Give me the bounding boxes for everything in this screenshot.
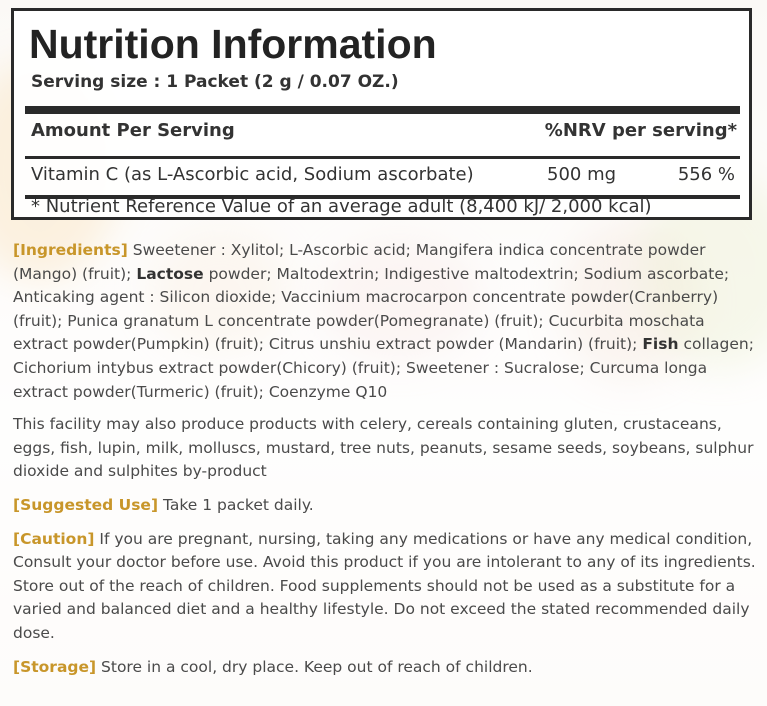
nutrient-amount: 500 mg <box>547 164 617 185</box>
ingredients-text-2: powder; Maltodextrin; Indigestive maltodextrin; Sodium ascorbate; Anticaking agent : Silicon dioxide; Vaccinium macrocarpon concentrate powder(Cranberry) (fruit); Punica granatum L concentrate powder(Pomegranate) (fruit); Cucurbita moschata extract powder(Pumpkin) (fruit); Citrus unshiu extract powder (Mandarin) (fruit); <box>13 264 730 354</box>
caution-text: If you are pregnant, nursing, taking any medications or have any medical condition, Consult your doctor before use. Avoid this product if you are intolerant to any of its ingredients. Store out of the reach of children. Food supplements should not be used as a substitute for a varied and balanced diet and a healthy lifestyle. Do not exceed the stated recommended daily dose. <box>13 529 756 642</box>
nutrient-name: Vitamin C (as L-Ascorbic acid, Sodium ascorbate) <box>31 164 474 185</box>
ingredients-section <box>13 239 758 404</box>
suggested-use-text: Take 1 packet daily. <box>158 495 314 514</box>
divider <box>25 156 740 159</box>
suggested-use-label: [Suggested Use] <box>13 495 159 514</box>
ingredients-text-1: Sweetener : Xylitol; L-Ascorbic acid; Mangifera indica concentrate powder (Mango) (fruit); <box>13 241 706 283</box>
divider-thick <box>25 106 740 114</box>
ingredients-text-3: collagen; Cichorium intybus extract powder(Chicory) (fruit); Sweetener : Sucralose; Curcuma longa extract powder(Turmeric) (fruit); Coenzyme Q10 <box>13 335 754 401</box>
storage-text: Store in a cool, dry place. Keep out of reach of children. <box>96 657 533 676</box>
ingredients-label: [Ingredients] <box>13 241 128 259</box>
label-body <box>13 239 758 679</box>
caution-section <box>13 528 758 646</box>
nutrition-panel <box>11 8 752 220</box>
facility-statement: This facility may also produce products with celery, cereals containing gluten, crustaceans, eggs, fish, lupin, milk, molluscs, mustard, tree nuts, peanuts, sesame seeds, soybeans, sulphur dioxide and sulphites by-product <box>13 415 754 481</box>
allergen-fish: Fish <box>642 335 679 354</box>
nrv-footnote: * Nutrient Reference Value of an average adult (8,400 kJ/ 2,000 kcal) <box>31 196 652 217</box>
allergen-lactose: Lactose <box>136 264 204 283</box>
serving-size: Serving size : 1 Packet (2 g / 0.07 OZ.) <box>31 72 399 92</box>
column-header-amount: Amount Per Serving <box>31 120 235 141</box>
nutrient-nrv: 556 % <box>677 164 735 185</box>
suggested-use-section <box>13 494 758 518</box>
storage-section <box>13 656 758 680</box>
column-header-nrv: %NRV per serving* <box>544 120 737 141</box>
page-title: Nutrition Information <box>29 21 437 67</box>
storage-label: [Storage] <box>13 657 97 676</box>
caution-label: [Caution] <box>13 529 95 548</box>
